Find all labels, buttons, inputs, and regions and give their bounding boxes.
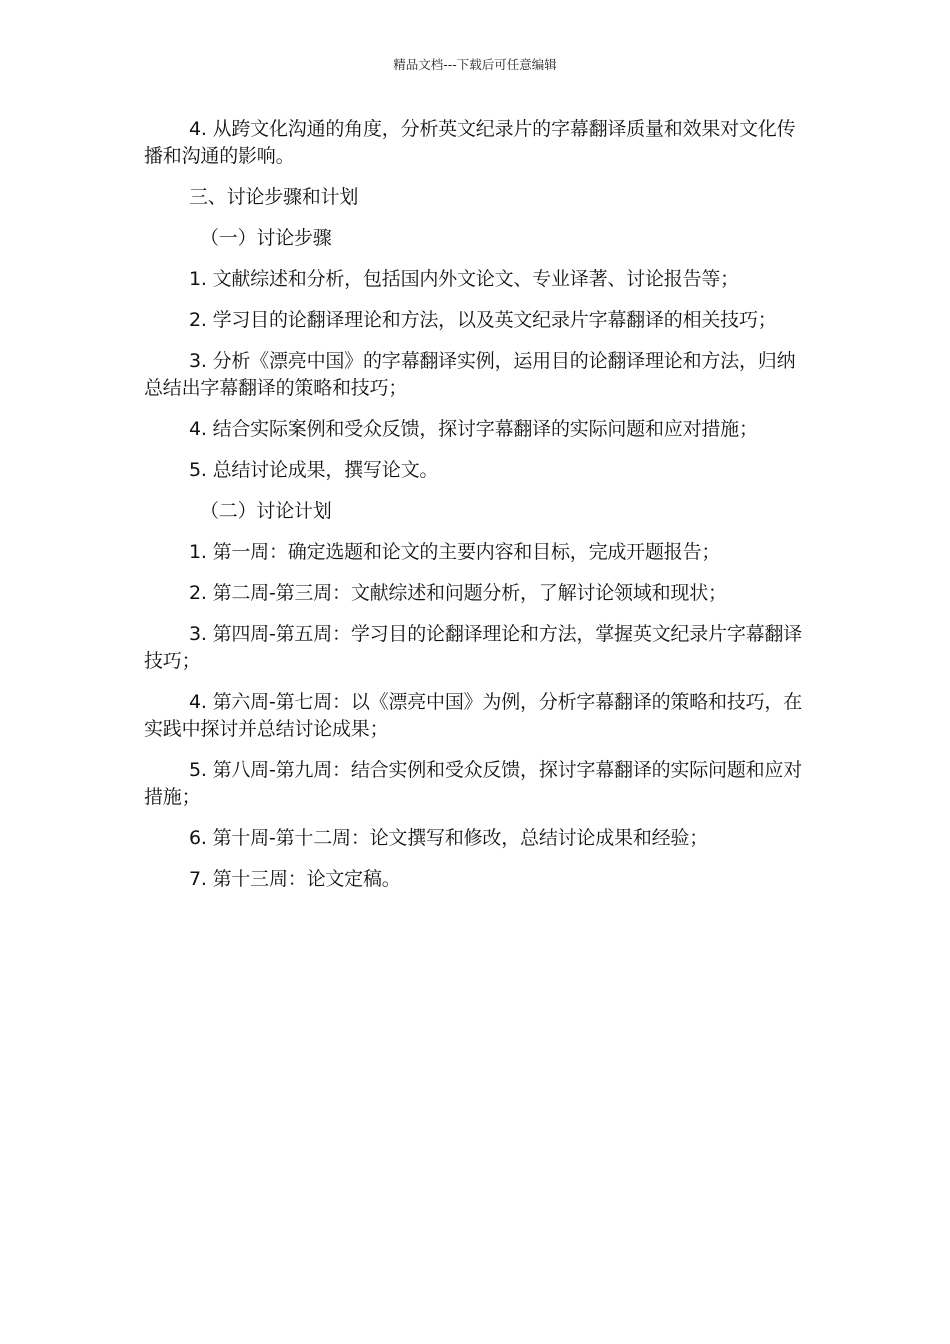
step-item-1: 1. 文献综述和分析，包括国内外文论文、专业译著、讨论报告等； bbox=[189, 268, 739, 290]
plan-item-7: 7. 第十三周：论文定稿。 bbox=[189, 868, 401, 890]
subheading-discussion-steps: （一）讨论步骤 bbox=[200, 227, 332, 249]
plan-item-3: 3. 第四周-第五周：学习目的论翻译理论和方法，掌握英文纪录片字幕翻译技巧； bbox=[144, 623, 803, 672]
step-item-4: 4. 结合实际案例和受众反馈，探讨字幕翻译的实际问题和应对措施； bbox=[189, 418, 758, 440]
plan-item-6: 6. 第十周-第十二周：论文撰写和修改，总结讨论成果和经验； bbox=[189, 827, 709, 849]
plan-item-5: 5. 第八周-第九周：结合实例和受众反馈，探讨字幕翻译的实际问题和应对措施； bbox=[144, 759, 803, 808]
document-body bbox=[144, 116, 808, 907]
subheading-discussion-plan: （二）讨论计划 bbox=[200, 500, 332, 522]
plan-item-1: 1. 第一周：确定选题和论文的主要内容和目标，完成开题报告； bbox=[189, 541, 721, 563]
page-header: 精品文档---下载后可任意编辑 bbox=[393, 57, 557, 72]
step-item-3: 3. 分析《漂亮中国》的字幕翻译实例，运用目的论翻译理论和方法，归纳总结出字幕翻译的策略和技巧； bbox=[144, 350, 796, 399]
step-item-5: 5. 总结讨论成果，撰写论文。 bbox=[189, 459, 439, 481]
section-heading-steps-and-plan: 三、讨论步骤和计划 bbox=[189, 186, 359, 208]
paragraph-objective-4: 4. 从跨文化沟通的角度，分析英文纪录片的字幕翻译质量和效果对文化传播和沟通的影响。 bbox=[144, 118, 796, 167]
plan-item-4: 4. 第六周-第七周：以《漂亮中国》为例，分析字幕翻译的策略和技巧，在实践中探讨并总结讨论成果； bbox=[144, 691, 803, 740]
step-item-2: 2. 学习目的论翻译理论和方法，以及英文纪录片字幕翻译的相关技巧； bbox=[189, 309, 777, 331]
plan-item-2: 2. 第二周-第三周：文献综述和问题分析，了解讨论领域和现状； bbox=[189, 582, 727, 604]
